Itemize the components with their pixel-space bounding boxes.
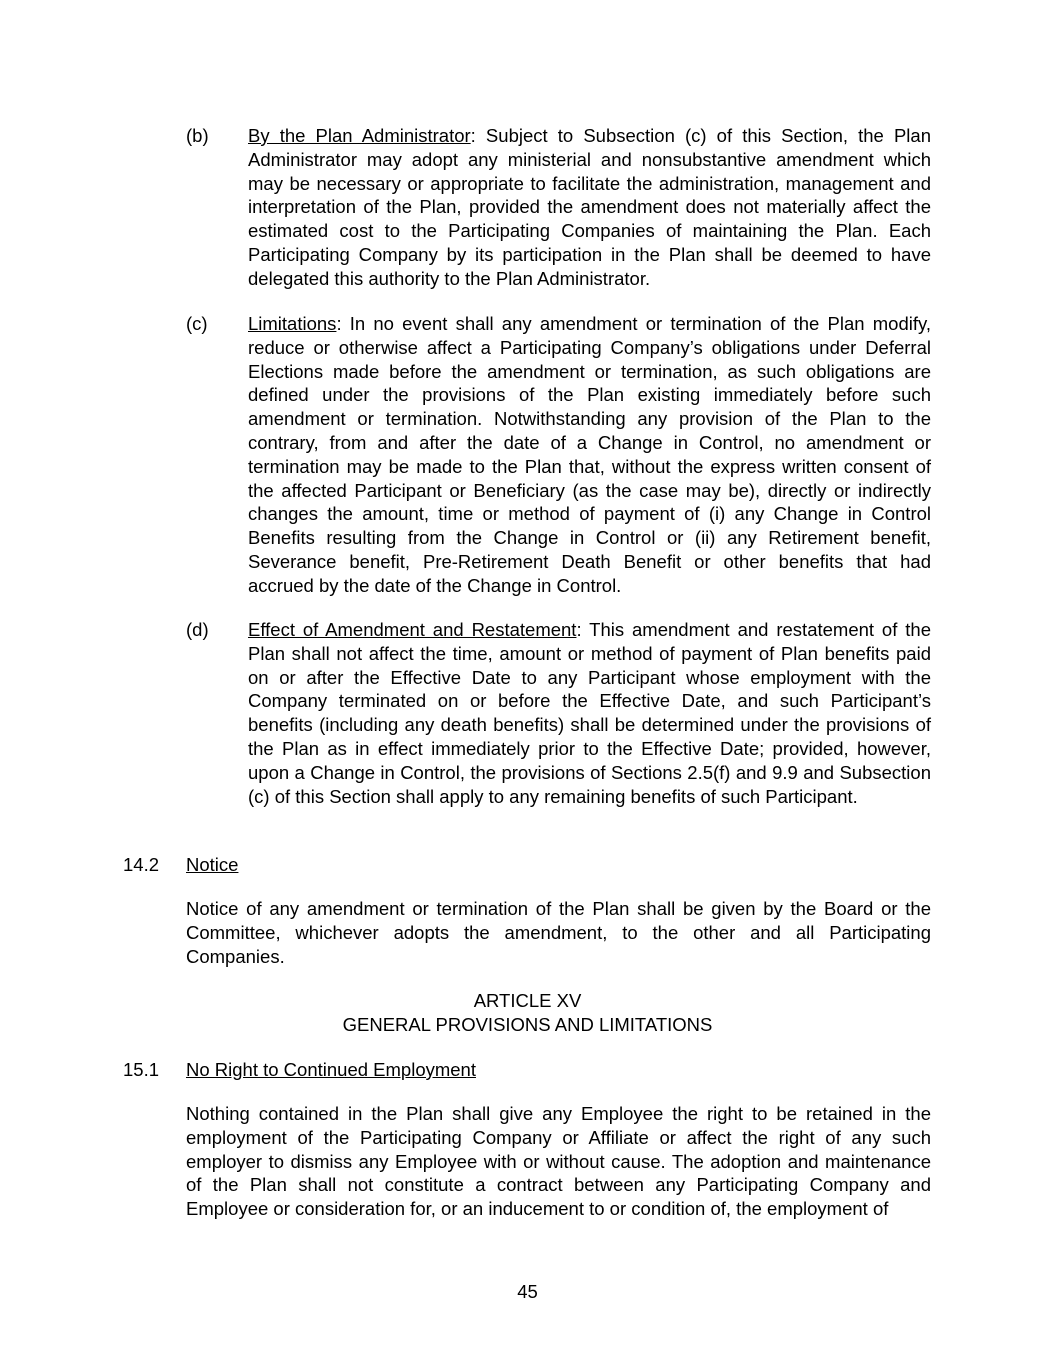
section-number: 14.2 bbox=[123, 854, 160, 875]
subsection-heading: Effect of Amendment and Restatement bbox=[248, 619, 577, 640]
subsection-label: (d) bbox=[186, 619, 209, 640]
article-title: GENERAL PROVISIONS AND LIMITATIONS bbox=[342, 1014, 713, 1035]
section-title: No Right to Continued Employment bbox=[186, 1059, 476, 1080]
subsection-body bbox=[248, 124, 931, 291]
subsection-heading: Limitations bbox=[248, 313, 337, 334]
subsection-label: (c) bbox=[186, 313, 208, 334]
subsection-text: : Subject to Subsection (c) of this Section, the Plan Administrator may adopt any ministerial and nonsubstantive amendment which may be necessary or appropriate to facilitate the administration, management and interpretation of the Plan, provided the amendment does not materially affect the estimated cost to the Participating Companies of maintaining the Plan. Each Participating Company by its participation in the Plan shall be deemed to have delegated this authority to the Plan Administrator. bbox=[248, 125, 931, 289]
section-number: 15.1 bbox=[123, 1059, 160, 1080]
section-14-2-body: Notice of any amendment or termination of the Plan shall be given by the Board or the Committee, whichever adopts the amendment, to the other and all Participating Companies. bbox=[186, 898, 931, 967]
subsection-text: : This amendment and restatement of the Plan shall not affect the time, amount or method of payment of Plan benefits paid on or after the Effective Date to any Participant whose employment with the Company terminated on or before the Effective Date, and such Participant’s benefits (including any death benefits) shall be determined under the provisions of the Plan as in effect immediately prior to the Effective Date; provided, however, upon a Change in Control, the provisions of Sections 2.5(f) and 9.9 and Subsection (c) of this Section shall apply to any remaining benefits of such Participant. bbox=[248, 619, 931, 807]
subsection-text: : In no event shall any amendment or termination of the Plan modify, reduce or otherwise affect a Participating Company’s obligations under Deferral Elections made before the amendment or termination, as such obligations are defined under the provisions of the Plan existing immediately before such amendment or termination. Notwithstanding any provision of the Plan to the contrary, from and after the date of a Change in Control, no amendment or termination may be made to the Plan that, without the express written consent of the affected Participant or Beneficiary (as the case may be), directly or indirectly changes the amount, time or method of payment of (i) any Change in Control Benefits resulting from the Change in Control or (ii) any Retirement benefit, Severance benefit, Pre-Retirement Death Benefit or other benefits that had accrued by the date of the Change in Control. bbox=[248, 313, 931, 596]
subsection-body bbox=[248, 618, 931, 808]
page-number: 45 bbox=[517, 1281, 538, 1302]
section-title: Notice bbox=[186, 854, 239, 875]
subsection-label: (b) bbox=[186, 125, 209, 146]
subsection-heading: By the Plan Administrator bbox=[248, 125, 471, 146]
article-number: ARTICLE XV bbox=[473, 990, 582, 1011]
subsection-body bbox=[248, 312, 931, 598]
section-15-1-body: Nothing contained in the Plan shall give any Employee the right to be retained in the employment of the Participating Company or Affiliate or affect the right of any such employer to dismiss any Employee with or without cause. The adoption and maintenance of the Plan shall not constitute a contract between any Participating Company and Employee or consideration for, or an inducement to or condition of, the employment of bbox=[186, 1103, 931, 1220]
